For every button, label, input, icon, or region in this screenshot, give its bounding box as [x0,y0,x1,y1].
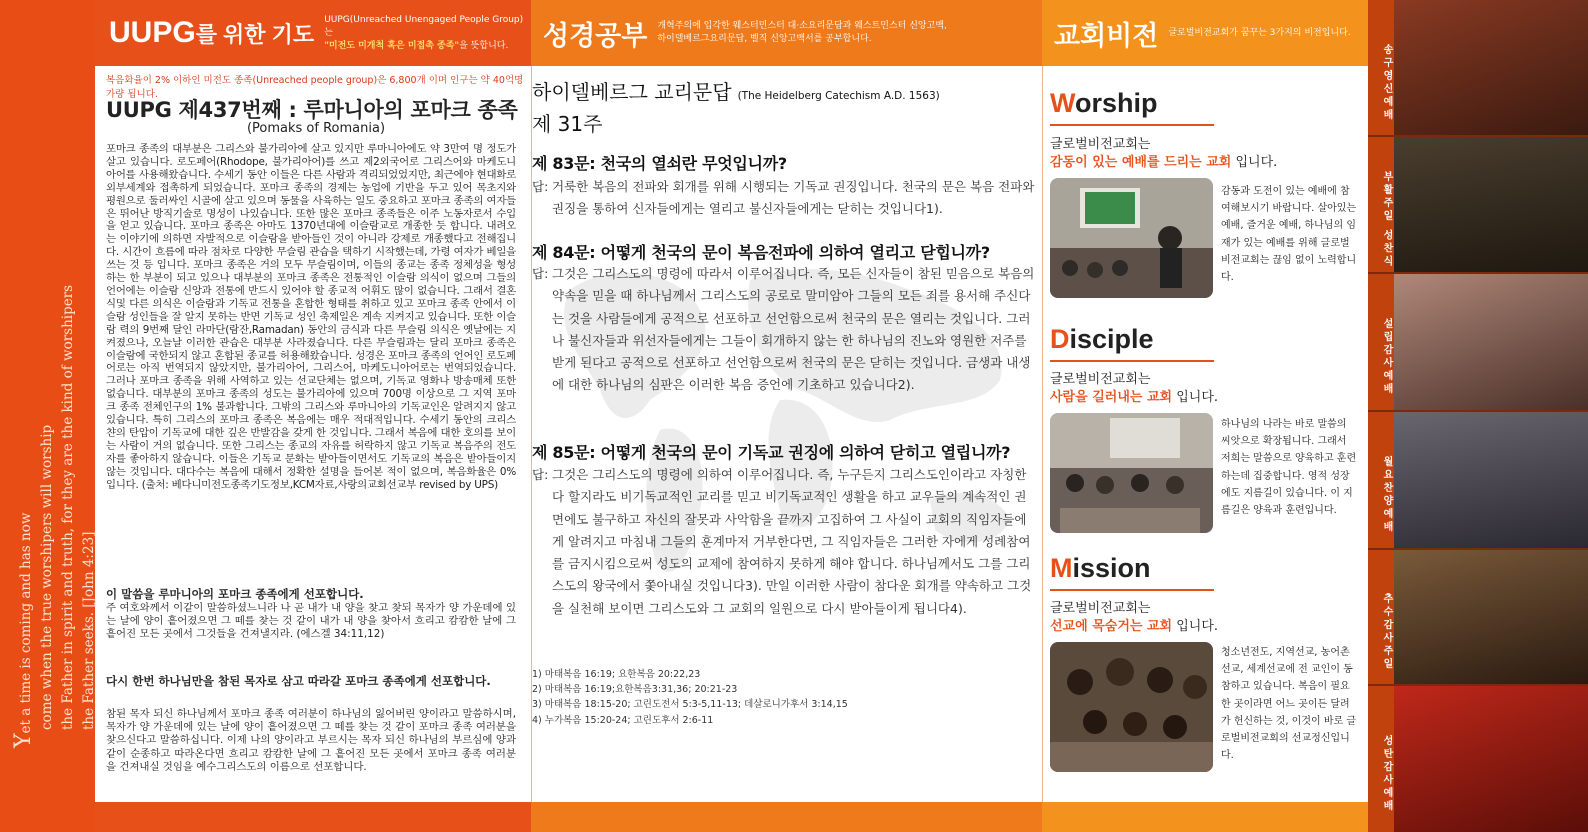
bible-header-sub2: 하이델베르그요리문답, 벨직 신앙고백서를 공부합니다. [657,34,872,44]
catechism-week: 제 31주 [532,112,603,136]
disciple-line1: 글로벌비전교회는 [1050,372,1151,387]
vision-header [1042,0,1368,66]
worship-heading [1050,88,1158,119]
photo-scene [1394,550,1588,684]
prayer1-body: 주 여호와께서 이같이 말씀하셨느니라 나 곧 내가 내 양을 찾고 찾되 목자가 양 가운데에 있는 날에 양이 흩어졌으면 그 떼를 찾는 것 같이 내가 내 양을 찾아서 흐리고 캄캄한 날에 그 흩어진 모든 곳에서 그것들을 건져낼지라. (에스겔 34:11,12) [106,602,516,641]
worship-emphasis: 감동이 있는 예배를 드리는 교회 [1050,155,1232,170]
mission-text: 청소년전도, 지역선교, 농어촌선교, 세계선교에 전 교인이 동참하고 있습니다. 복음이 필요한 곳이라면 어느 곳이든 달려가 헌신하는 것, 이것이 바로 글로벌비전교회의 선교정신입니다. [1221,647,1356,762]
photo-item [1368,412,1588,548]
footnote-1: 1) 마태복음 16:19; 요한복음 20:22,23 [532,669,701,680]
verse-line-5: the Father seeks. [81,611,97,730]
bible-header [531,0,1042,66]
photo-label: 월요찬양예배 [1368,412,1394,548]
uupg-header-sub [324,14,531,53]
divider-line [1050,589,1214,591]
answer-85-text: 그것은 그리스도의 명령에 의하여 이루어집니다. 즉, 누구든지 그리스도인이라고 자칭한다 할지라도 비기독교적인 교리를 믿고 비기독교적인 생활을 하고 교우들의 계속적인 권면에도 불구하고 자신의 잘못과 사악함을 끝까지 고집하여 그 사실이 교회의 직임자들에게 알려지고 마침내 그들의 훈계마저 거부한다면, 그 직임자들은 그러한 자에게 성례참여를 금지시킴으로써 성도의 교제에 참여하지 못하게 해야 합니다. 하나님께서도 그를 그리스도의 왕국에서 쫓아내실 것입니다3). 만일 이러한 사람이 참다운 회개를 약속하고 그것을 실천해 보이면 그리스도와 그 교회의 일원으로 다시 받아들이게 됩니다4). [552,467,1032,616]
photo-item [1368,137,1588,272]
footnote-2: 2) 마태복음 16:19;요한복음3:31,36; 20:21-23 [532,684,738,696]
verse-line-3: the Father in spirit and truth, [60,527,76,730]
uupg-header-sub1: UUPG(Unreached Unengaged People Group)는 [324,14,524,38]
footnote-3: 3) 마태복음 18:15-20; 고린도전서 5:3-5,11-13; 데살로니가후서 3:14,15 [532,699,848,711]
disciple-emphasis: 사람을 길러내는 교회 [1050,390,1173,405]
uupg-header [95,0,531,66]
bible-header-title: 성경공부 [543,20,648,51]
worship-line1: 글로벌비전교회는 [1050,137,1151,152]
question-85: 제 85문: 어떻게 천국의 문이 기독교 권징에 의하여 닫히고 열립니까? [532,443,1011,462]
question-84: 제 84문: 어떻게 천국의 문이 복음전파에 의하여 열리고 닫힙니까? [532,243,990,262]
photo-label: 성탄감사예배 [1368,686,1394,832]
uupg-body: 포마크 종족의 대부분은 그리스와 불가리아에 살고 있지만 루마니아에도 약 3만여 명 정도가 살고 있습니다. 로도페어(Rhodope, 불가리아어)를 쓰고 제2외국어로 그리스어와 마케도니아어를 사용해왔습니다. 수세기 동안 이들은 다른 사람과 격리되었었지만, 최근에야 현대화로 외부세계와 접촉하게 되었습니다. 포마크 종족의 경제는 농업에 기반을 두고 있어 목초지와 평원으로 둘러싸인 시골에 살고 있으며 동물을 사육하는 일도 중요하고 포마크 종족의 여자들은 뛰어난 방직기술로 명성이 나있습니다. 또한 많은 포마크 종족들은 이주 노동자로서 수입을 얻고 있습니다. 포마크 종족은 아마도 1370년대에 이슬람교로 개종한 듯 합니다. 내려오는 이야기에 의하면 자발적으로 이슬람을 받아들인 것이 아니라 강제로 개종했다고 전해집니다. 시간이 흐름에 따라 점차로 다양한 무슬림 관습을 택하기 시작했는데, 가령 여자가 베일을 쓰는 것 등 입니다. 포마크 종족은 거의 모두 무슬림이며, 이들의 종교는 종족 정체성을 형성하는 한 부분이 되고 있으나 대부분의 포마크 종족은 전통적인 이슬람 의식이 없으며 그들의 언어에는 이슬람 신앙과 전통에 반드시 있어야 할 종교적 어휘도 많이 없습니다. 그래서 결혼식및 다른 의식은 이슬람과 기독교 전통을 혼합한 형태를 취하고 있고 포마크 종족 안에서 이슬람 성인들을 잘 알지 못하는 반면 기독교 성인 축제일은 계속 지켜지고 있습니다. 또한 이슬람 력의 9번째 달인 라마단(람잔,Ramadan) 동안의 금식과 다른 무슬림 의식은 옛날에는 지켜졌으나, 오늘날 이러한 관습은 대부분 사라졌습니다. 다른 무슬림과는 달리 포마크 종족은 이슬람에 국한되지 않고 혼합된 종교를 허용해왔습니다. 성경은 포마크 종족의 언어인 로도페어로는 아직 번역되지 않았지만, 불가리아어, 그리스어, 마케도니아어로는 번역되었습니다. 그러나 포마크 종족을 위해 사역하고 있는 선교단체는 없으며, 기독교 영화나 방송매체 또한 없습니다. 대부분의 포마크 종족의 성도는 불가리아에 있으며 700명 이상으로 그 지역 포마크 종족 전체인구의 1% 불과합니다. 그밖의 그리스와 루마니아의 기독교인은 알려지지 않고 있습니다. 특히 그리스의 포마크 종족은 복음에는 매우 적대적입니다. 수세기 동안의 크리스챤의 탄압이 기독교에 대한 깊은 반발감을 갖게 한 것입니다. 그래서 복음에 대한 호의를 보이는 사람이 거의 없습니다. 또한 그리스는 종교의 자유를 허락하지 않고 기독교 복음주의 전도자를 좋아하지 않습니다. 이들은 기독교 문화는 받아들이면서도 기독교의 복음은 받아들이지 않는 것입니다. 대다수는 복음에 대해서 정확한 설명을 들어본 적이 없으며, 복음화율은 0%입니다. (출처: 베다니미전도종족기도정보,KCM자료,사랑의교회선교부 revised by UPS) [106,143,516,491]
verse-ref: [John 4:23] [81,531,97,608]
mission-heading-rest: ission [1072,553,1151,583]
photo-scene [1394,274,1588,410]
worship-heading-rest: orship [1075,88,1158,118]
photo-item [1368,0,1588,135]
photo-item [1368,686,1588,832]
verse-line-1: et a time is coming and has now [18,512,34,734]
photo-item [1368,274,1588,410]
disciple-heading [1050,324,1154,355]
answer-label: 답: [532,467,549,482]
verse-line-2: come when the true worshipers will worship [39,424,55,730]
divider-line [1050,124,1214,126]
catechism-title [532,76,1032,105]
footer-bar-left [95,802,531,832]
mission-photo [1050,642,1213,772]
disciple-photo [1050,413,1213,533]
answer-83-text: 거룩한 복음의 전파와 회개를 위해 시행되는 기독교 권징입니다. 천국의 문은 복음 전파와 권징을 통하여 신자들에게는 열리고 불신자들에게는 닫히는 것입니다1). [552,179,1035,217]
worship-heading-cap: W [1050,88,1075,118]
worship-text: 감동과 도전이 있는 예배에 참여해보시기 바랍니다. 살아있는 예배, 즐거운 예배, 하나님의 임재가 있는 예배를 위해 글로벌비전교회는 끊임 없이 노력합니다. [1221,186,1357,284]
uupg-title: UUPG 제437번째 : 루마니아의 포마크 종족 [106,98,518,122]
uupg-header-sub2-rest: 을 뜻합니다. [459,40,509,51]
disciple-suffix: 입니다. [1172,390,1219,405]
mission-line1: 글로벌비전교회는 [1050,601,1151,616]
catechism-title-ko: 하이델베르그 교리문답 [532,80,732,104]
uupg-header-highlight: "미전도 미개척 혹은 미접촉 종족" [324,40,460,51]
uupg-subtitle: (Pomaks of Romania) [246,121,386,136]
uupg-header-title [109,16,314,50]
answer-label: 답: [532,266,549,281]
question-83: 제 83문: 천국의 열쇠란 무엇입니까? [532,154,787,173]
worship-line2 [1050,151,1277,170]
photo-item [1368,550,1588,684]
prayer2-body: 참된 목자 되신 하나님께서 포마크 종족 여러분이 하나님의 잃어버린 양이라고 말씀하시며, 목자가 양 가운데에 있는 날에 양이 흩어졌으면 그 떼를 찾는 것 같이 포마크 종족 여러분을 찾으신다고 말씀하십니다. 이제 나의 양이라고 부르시는 목자 되신 하나님의 부르심에 양과 같이 순종하고 따라온다면 흐리고 캄캄한 날에 그 흩어진 모든 곳에서 포마크 종족 여러분을 건져내실 것임을 예수그리스도의 이름으로 선포합니다. [106,708,516,773]
divider-line [1050,360,1214,362]
photo-scene [1394,137,1588,272]
photo-scene [1394,412,1588,548]
verse-initial: Y [11,733,36,748]
uupg-notice: 복음화율이 2% 이하인 미전도 종족(Unreached people group)은 6,800개 이며 인구는 약 40억명 가량 됩니다. [106,75,524,100]
footnote-4: 4) 누가복음 15:20-24; 고린도후서 2:6-11 [532,714,714,726]
vision-header-title: 교회비전 [1054,20,1159,51]
vision-header-sub: 글로벌비전교회가 꿈꾸는 3가지의 비전입니다. [1168,27,1351,38]
footer-bar-middle [531,802,1042,832]
answer-84 [532,263,1037,397]
prayer2-title: 다시 한번 하나님만을 참된 목자로 삼고 따라갈 포마크 종족에게 선포합니다. [106,674,491,688]
answer-83 [532,176,1037,221]
uupg-header-title-b: 를 위한 기도 [195,22,315,47]
disciple-text: 하나님의 나라는 바로 말씀의 씨앗으로 확장됩니다. 그래서 저희는 말씀으로 양육하고 훈련하는데 집중합니다. 영적 성장에도 지름길이 있습니다. 이 지름길은 양육과 훈련입니다. [1221,419,1357,517]
mission-heading [1050,553,1151,584]
footer-bar-right [1042,802,1368,832]
worship-photo [1050,178,1213,298]
photo-label: 부활주일 성찬식 [1368,137,1394,272]
vertical-verse [5,140,95,760]
mission-line2 [1050,615,1218,634]
footnotes [532,667,1032,728]
uupg-header-title-a: UUPG [109,16,196,49]
mission-emphasis: 선교에 목숨거는 교회 [1050,619,1173,634]
photo-label: 송구영신예배 [1368,0,1394,135]
verse-line-4: for they are the kind of worshipers [60,284,76,524]
photo-strip [1368,0,1588,832]
answer-84-text: 그것은 그리스도의 명령에 따라서 이루어집니다. 즉, 모든 신자들이 참된 믿음으로 복음의 약속을 믿을 때 하나님께서 그리스도의 공로로 말미암아 그들의 모든 죄를 용서해 주신다는 것을 사람들에게 공적으로 선포하고 선언함으로써 천국의 문은 열리는 것입니다. 그러나 불신자들과 위선자들에게는 그들이 회개하지 않는 한 하나님의 진노와 영원한 저주를 받게 된다고 공적으로 선포하고 선언함으로써 천국의 문은 닫히는 것입니다. 금생과 내생에 대한 하나님의 심판은 이러한 복음 증언에 기초하고 있습니다2). [552,266,1035,393]
photo-scene [1394,0,1588,135]
disciple-line2 [1050,386,1218,405]
photo-label: 추수감사주일 [1368,550,1394,684]
photo-label: 설립감사예배 [1368,274,1394,410]
bible-header-sub1: 개혁주의에 입각한 웨스터민스터 대·소요리문답과 웨스트민스터 신앙고백, [657,21,947,31]
mission-heading-cap: M [1050,553,1073,583]
column-divider [1042,66,1043,802]
worship-suffix: 입니다. [1231,155,1278,170]
mission-suffix: 입니다. [1172,619,1219,634]
disciple-heading-rest: isciple [1069,324,1154,354]
bible-header-sub [657,20,947,46]
photo-scene [1394,686,1588,832]
answer-85 [532,464,1037,620]
disciple-heading-cap: D [1050,324,1070,354]
answer-label: 답: [532,179,549,194]
prayer1-title: 이 말씀을 루마니아의 포마크 종족에게 선포합니다. [106,587,364,601]
catechism-title-en: (The Heidelberg Catechism A.D. 1563) [737,90,940,102]
